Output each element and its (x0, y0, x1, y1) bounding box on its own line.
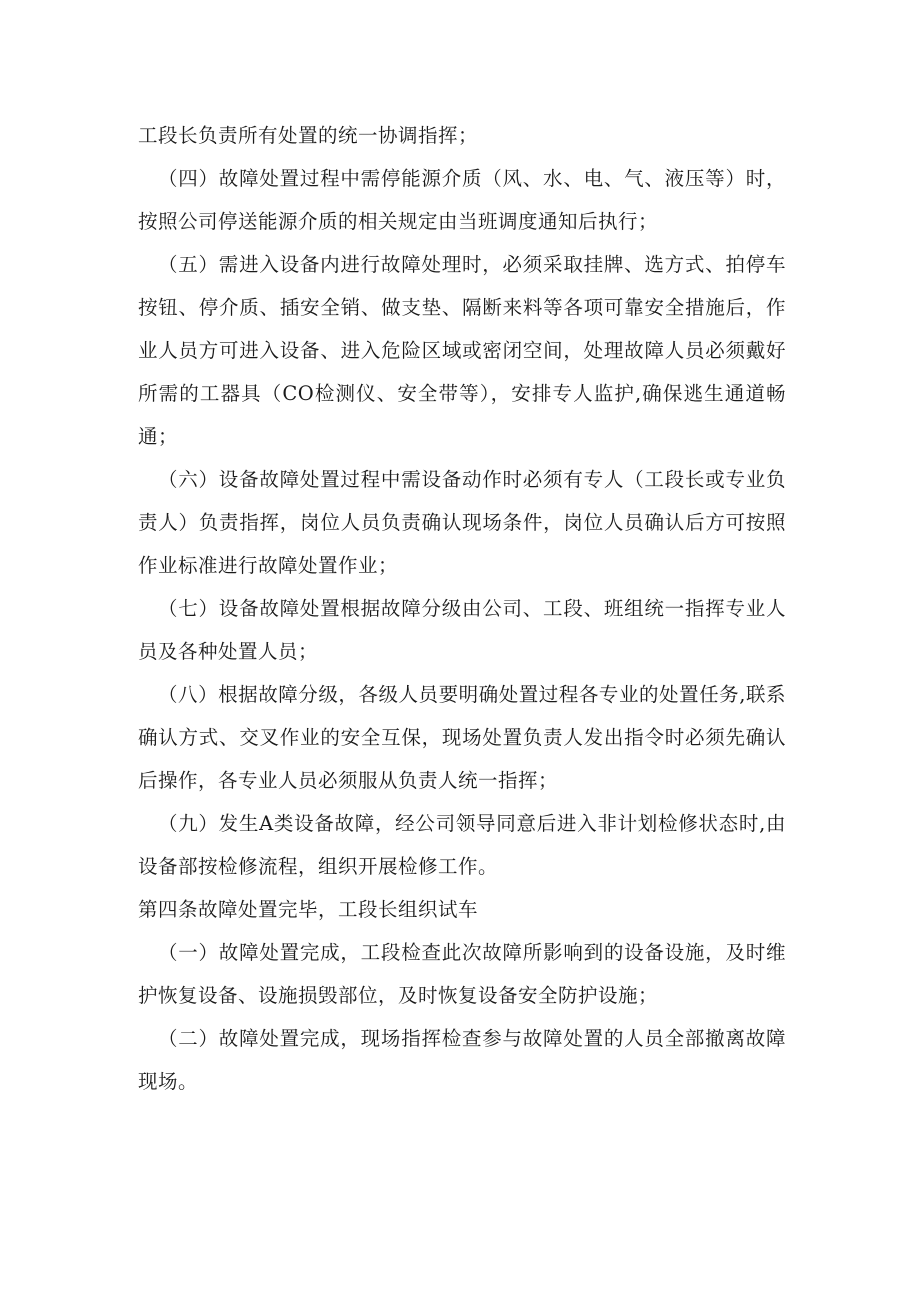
paragraph-item-1: （一）故障处置完成，工段检查此次故障所影响到的设备设施，及时维护恢复设备、设施损毁部位，及时恢复设备安全防护设施； (138, 941, 786, 1007)
paragraph-item-9: （九）发生A类设备故障，经公司领导同意后进入非计划检修状态时,由设备部按检修流程，组织开展检修工作。 (138, 812, 786, 878)
paragraph-item-8: （八）根据故障分级，各级人员要明确处置过程各专业的处置任务,联系确认方式、交叉作业的安全互保，现场处置负责人发出指令时必须先确认后操作，各专业人员必须服从负责人统一指挥； (138, 683, 786, 792)
paragraph-item-7: （七）设备故障处置根据故障分级由公司、工段、班组统一指挥专业人员及各种处置人员； (138, 597, 786, 663)
article-heading-4: 第四条故障处置完毕，工段长组织试车 (138, 898, 479, 921)
paragraph-item-6: （六）设备故障处置过程中需设备动作时必须有专人（工段长或专业负责人）负责指挥，岗位人员负责确认现场条件，岗位人员确认后方可按照作业标准进行故障处置作业； (138, 468, 786, 577)
paragraph-item-4: （四）故障处置过程中需停能源介质（风、水、电、气、液压等）时，按照公司停送能源介质的相关规定由当班调度通知后执行； (138, 167, 786, 233)
document-body (138, 114, 786, 1103)
paragraph-continuation: 工段长负责所有处置的统一协调指挥； (138, 124, 479, 147)
paragraph-item-5: （五）需进入设备内进行故障处理时，必须采取挂牌、选方式、拍停车按钮、停介质、插安全销、做支垫、隔断来料等各项可靠安全措施后，作业人员方可进入设备、进入危险区域或密闭空间，处理故障人员必须戴好所需的工器具（CO检测仪、安全带等），安排专人监护,确保逃生通道畅通； (138, 253, 786, 448)
paragraph-item-2: （二）故障处置完成，现场指挥检查参与故障处置的人员全部撤离故障现场。 (138, 1027, 786, 1093)
